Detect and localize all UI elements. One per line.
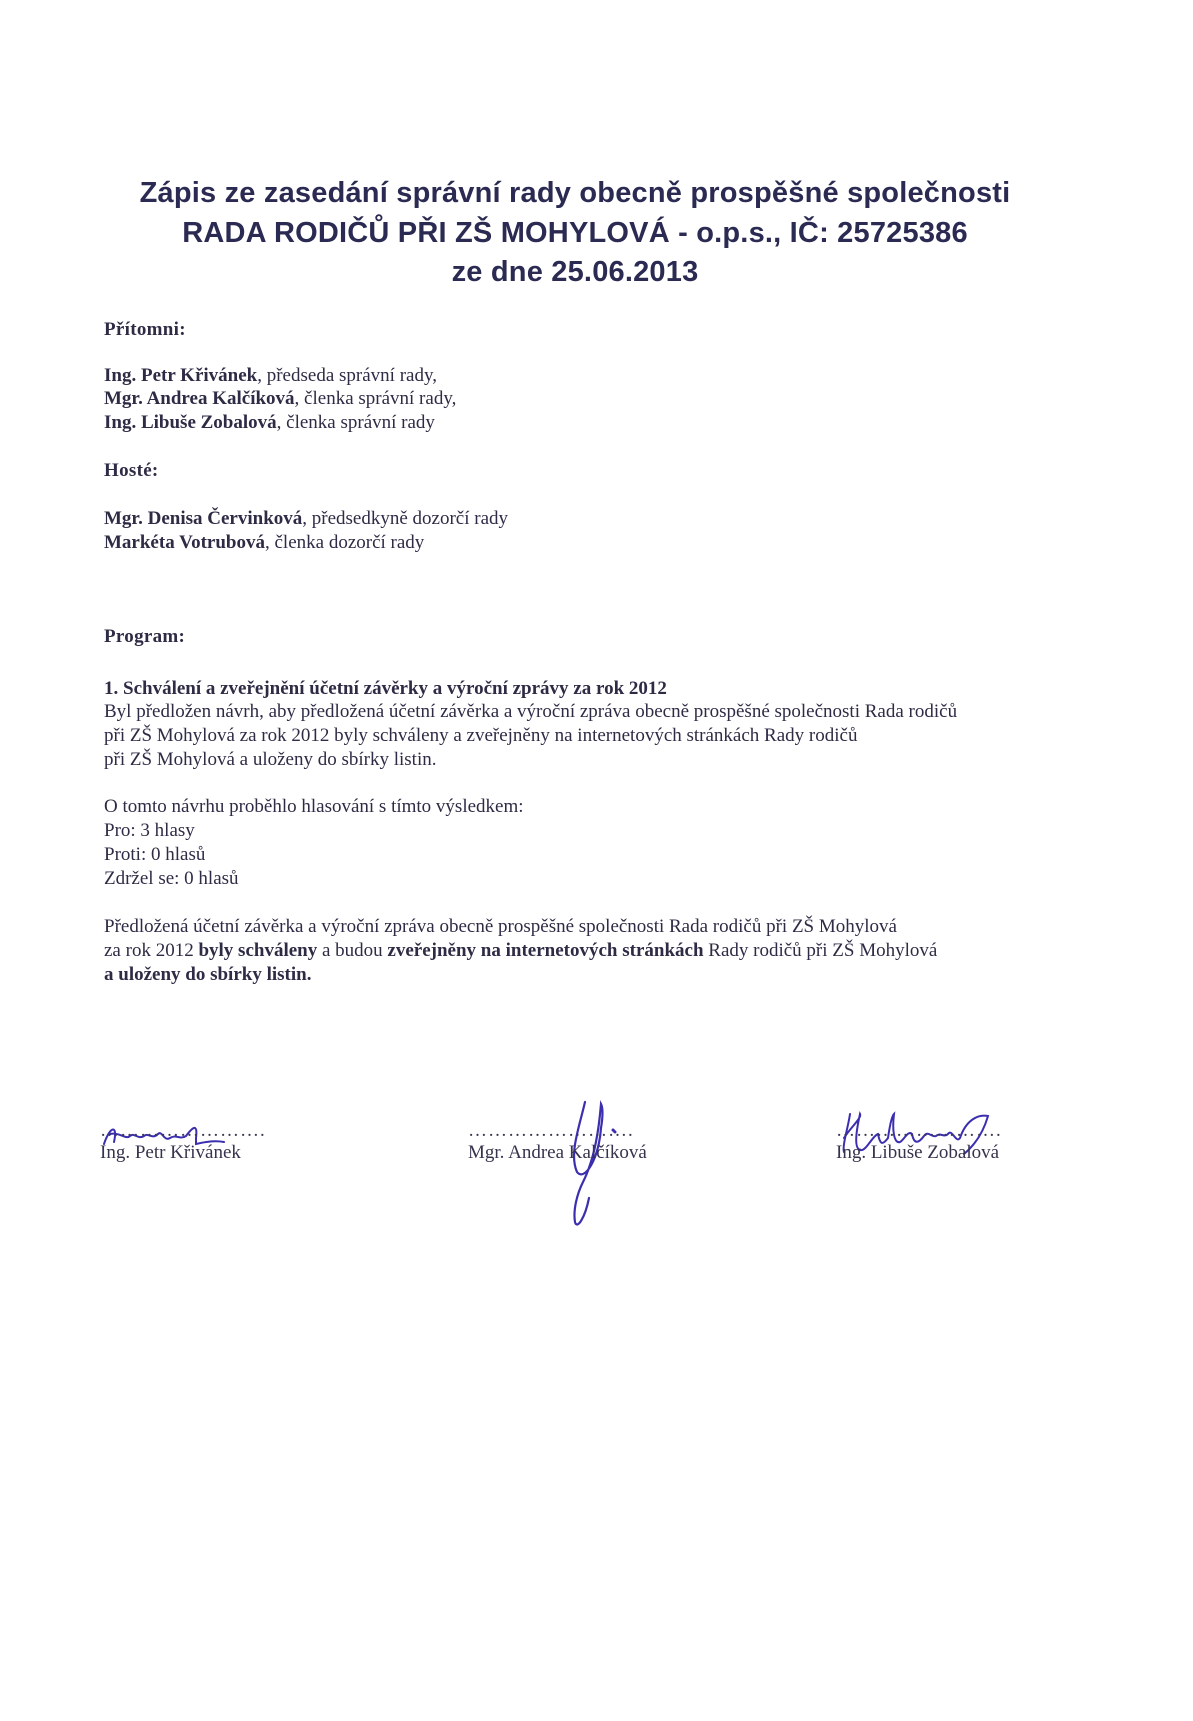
present-member [104,411,435,435]
vote-for: Pro: 3 hlasy [104,820,195,841]
program-item-title: 1. Schválení a zveřejnění účetní závěrky a výroční zprávy za rok 2012 [104,678,667,699]
vote-against: Proti: 0 hlasů [104,844,206,865]
vote-abstain: Zdržel se: 0 hlasů [104,868,239,889]
present-member [104,387,456,411]
signature-block [100,1120,266,1164]
signatory-name: Ing. Libuše Zobalová [836,1142,1000,1163]
vote-intro: O tomto návrhu proběhlo hlasování s tímto výsledkem: [104,796,524,817]
signature-line: ……………………. [836,1120,1002,1141]
signatory-name: Mgr. Andrea Kalčíková [468,1142,647,1163]
result-text: za rok 2012 [104,940,199,961]
signature-block [836,1120,1002,1164]
member-name: Mgr. Denisa Červinková [104,508,303,529]
signature-line: ……………………. [100,1120,266,1141]
member-role: , členka správní rady [276,412,435,433]
guest-member [104,507,508,531]
present-member [104,364,437,388]
document-title-line-2: RADA RODIČŮ PŘI ZŠ MOHYLOVÁ - o.p.s., IČ: 25725386 [182,217,968,249]
result-text: a budou [317,940,388,961]
result-line [104,939,937,963]
present-heading: Přítomni: [104,319,186,340]
result-line: a uloženy do sbírky listin. [104,964,312,985]
signature-block [468,1120,647,1164]
member-role: , předsedkyně dozorčí rady [302,508,509,529]
member-role: , členka dozorčí rady [264,532,425,553]
member-name: Ing. Petr Křivánek [104,365,258,386]
result-text: Rady rodičů při ZŠ Mohylová [703,940,938,961]
member-role: , předseda správní rady, [257,365,437,386]
member-role: , členka správní rady, [294,388,457,409]
result-emphasis: zveřejněny na internetových stránkách [387,940,704,961]
document-title-line-1: Zápis ze zasedání správní rady obecně prospěšné společnosti [139,177,1011,209]
result-line: Předložená účetní závěrka a výroční zpráva obecně prospěšné společnosti Rada rodičů při ZŠ Mohylová [104,916,897,937]
program-item-line: Byl předložen návrh, aby předložená účetní závěrka a výroční zpráva obecně prospěšné společnosti Rada rodičů [104,701,958,722]
signatory-name: Ing. Petr Křivánek [100,1142,241,1163]
program-item-line: při ZŠ Mohylová za rok 2012 byly schváleny a zveřejněny na internetových stránkách Rady rodičů [104,725,858,746]
member-name: Markéta Votrubová [104,532,265,553]
signature-kalcikova [555,1098,655,1230]
result-emphasis: byly schváleny [198,940,318,961]
program-heading: Program: [104,626,186,647]
document-date: ze dne 25.06.2013 [451,256,699,288]
signature-line: ……………………. [468,1120,634,1141]
guests-heading: Hosté: [104,460,159,481]
member-name: Ing. Libuše Zobalová [104,412,277,433]
member-name: Mgr. Andrea Kalčíková [104,388,295,409]
guest-member [104,531,424,555]
program-item-line: při ZŠ Mohylová a uloženy do sbírky listin. [104,749,437,770]
